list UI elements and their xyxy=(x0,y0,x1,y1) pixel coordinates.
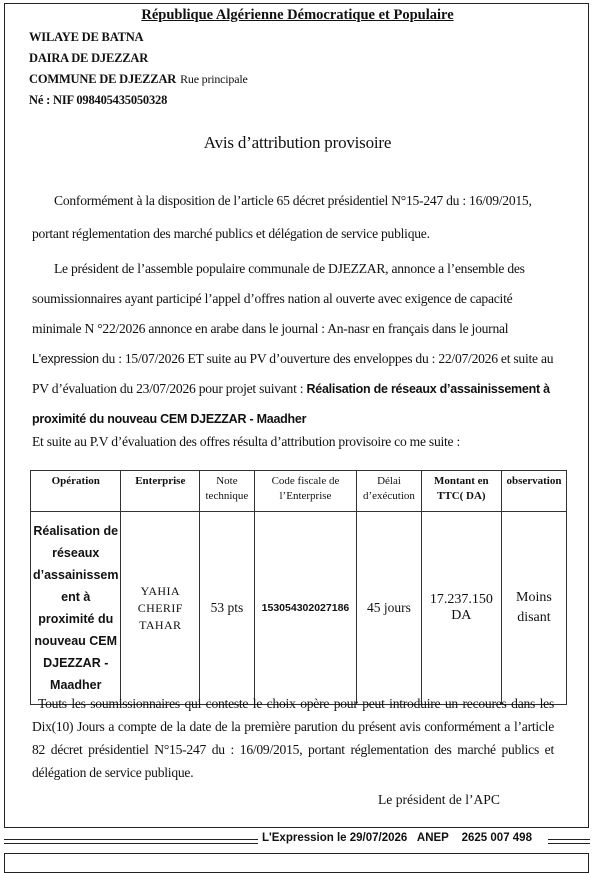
cell-code: 153054302027186 xyxy=(254,512,357,705)
footer-rule-left xyxy=(4,839,258,844)
header-operation: Opération xyxy=(31,471,121,512)
header-note: Note technique xyxy=(200,471,255,512)
nif-line: Né : NIF 098405435050328 xyxy=(29,93,168,107)
footer-publication: L'Expression le 29/07/2026 xyxy=(262,832,408,844)
cell-operation: Réalisation de réseaux d’assainissem ent à proximité du nouveau CEM DJEZZAR - Maadher xyxy=(31,512,121,705)
commune-line xyxy=(29,69,248,90)
publication-footer xyxy=(0,832,595,848)
footer-text xyxy=(262,832,532,844)
footer-agency: ANEP xyxy=(416,832,449,844)
header-montant: Montant en TTC( DA) xyxy=(421,471,501,512)
commune-name: COMMUNE DE DJEZZAR xyxy=(29,72,177,86)
paragraph-appeal: Touts les soumissionnaires qui conteste le choix opère pour peut introduire un recoures dans les Dix(10) Jours a compte de la date de la première parution du présent avis conformément a l’article 82 décret présidentiel N°15-247 du : 16/09/2015, portant réglementation des marché publics et délégation de service publique. xyxy=(32,696,554,780)
paragraph-legal-basis: Conformément à la disposition de l’article 65 décret présidentiel N°15-247 du : 16/09/2015, portant réglementation des marché publics et délégation de service publique. xyxy=(32,193,532,241)
cell-delai: 45 jours xyxy=(357,512,421,705)
paragraph-announcement xyxy=(32,254,554,434)
issuer-block xyxy=(29,27,248,111)
cell-observation: Moins disant xyxy=(501,512,566,705)
daira-line: DAIRA DE DJEZZAR xyxy=(29,51,149,65)
commune-address: Rue principale xyxy=(180,72,248,86)
notice-title: Avis d’attribution provisoire xyxy=(203,133,392,152)
announcement-dates: du : 15/07/2026 ET suite au PV d’ouverture des enveloppes du : 22/07/2026 et suite au PV d’évaluation du 23/07/2026 pour projet suivant : xyxy=(32,351,554,396)
header-observation: observation xyxy=(501,471,566,512)
republic-heading: République Algérienne Démocratique et Populaire xyxy=(141,7,454,23)
footer-reference: 2625 007 498 xyxy=(461,832,532,844)
cell-note: 53 pts xyxy=(200,512,255,705)
announcement-text: Le président de l’assemble populaire communale de DJEZZAR, annonce a l’ensemble des soumissionnaires ayant participé l’appel d’offres nation al ouverte avec exigence de capacité minimale N °22/2026 annonce en arabe dans le journal : An-nasr en français dans le journal xyxy=(32,261,525,336)
paragraph-result-intro: Et suite au P.V d’évaluation des offres résulta d’attribution provisoire co me suite : xyxy=(32,434,461,449)
header-code: Code fiscale de l’Enterprise xyxy=(254,471,357,512)
header-enterprise: Enterprise xyxy=(121,471,200,512)
table-row xyxy=(31,512,567,705)
table-header-row xyxy=(31,471,567,512)
project-name: Réalisation de réseaux d’assainissement à proximité du nouveau CEM DJEZZAR - Maadher xyxy=(32,382,550,426)
newspaper-name: L'expression xyxy=(32,352,99,366)
next-notice-border xyxy=(4,853,589,873)
award-table xyxy=(30,470,567,705)
wilaya-line: WILAYE DE BATNA xyxy=(29,30,144,44)
cell-montant: 17.237.150 DA xyxy=(421,512,501,705)
cell-enterprise: YAHIA CHERIF TAHAR xyxy=(121,512,200,705)
footer-rule-right xyxy=(548,839,590,844)
header-delai: Délai d’exécution xyxy=(357,471,421,512)
signature-line: Le président de l’APC xyxy=(378,792,500,807)
